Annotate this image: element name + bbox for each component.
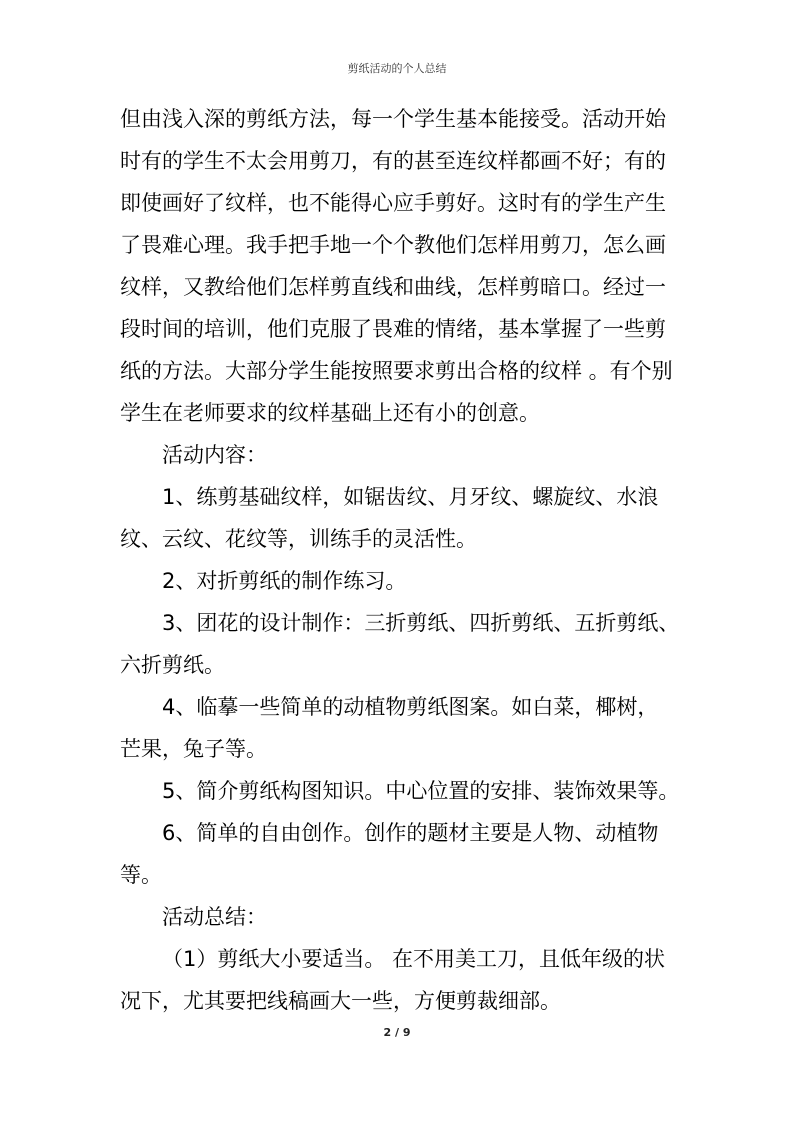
list-item: 1、练剪基础纹样，如锯齿纹、月牙纹、螺旋纹、水浪 [162, 485, 659, 509]
section-heading-content: 活动内容： [162, 443, 267, 467]
document-body [120, 98, 680, 1022]
list-item: （1）剪纸大小要适当。 在不用美工刀，且低年级的状 [162, 947, 666, 971]
paragraph-line: 段时间的培训，他们克服了畏难的情绪，基本掌握了一些剪 [120, 317, 666, 341]
list-item: 2、对折剪纸的制作练习。 [162, 569, 407, 593]
list-item-continuation: 等。 [120, 863, 162, 887]
paragraph-line: 学生在老师要求的纹样基础上还有小的创意。 [120, 401, 540, 425]
list-item-continuation: 纹、云纹、花纹等，训练手的灵活性。 [120, 527, 477, 551]
paragraph-line: 时有的学生不太会用剪刀，有的甚至连纹样都画不好；有的 [120, 149, 666, 173]
paragraph-line: 纹样，又教给他们怎样剪直线和曲线，怎样剪暗口。经过一 [120, 275, 666, 299]
list-item-continuation: 六折剪纸。 [120, 653, 225, 677]
paragraph-line: 即使画好了纹样，也不能得心应手剪好。这时有的学生产生 [120, 191, 666, 215]
paragraph-line: 了畏难心理。我手把手地一个个教他们怎样用剪刀，怎么画 [120, 233, 666, 257]
paragraph-line: 纸的方法。大部分学生能按照要求剪出合格的纹样 。有个别 [120, 359, 673, 383]
paragraph-line: 但由浅入深的剪纸方法，每一个学生基本能接受。活动开始 [120, 107, 666, 131]
list-item: 3、团花的设计制作：三折剪纸、四折剪纸、五折剪纸、 [162, 611, 680, 635]
page-header: 剪纸活动的个人总结 [347, 62, 447, 75]
list-item: 6、简单的自由创作。创作的题材主要是人物、动植物 [162, 821, 659, 845]
page-number: 2 / 9 [383, 1026, 411, 1039]
list-item-continuation: 况下，尤其要把线稿画大一些，方便剪裁细部。 [120, 989, 561, 1013]
section-heading-summary: 活动总结： [162, 905, 267, 929]
list-item-continuation: 芒果，兔子等。 [120, 737, 267, 761]
list-item: 4、临摹一些简单的动植物剪纸图案。如白菜，椰树， [162, 695, 659, 719]
list-item: 5、简介剪纸构图知识。中心位置的安排、装饰效果等。 [162, 779, 680, 803]
